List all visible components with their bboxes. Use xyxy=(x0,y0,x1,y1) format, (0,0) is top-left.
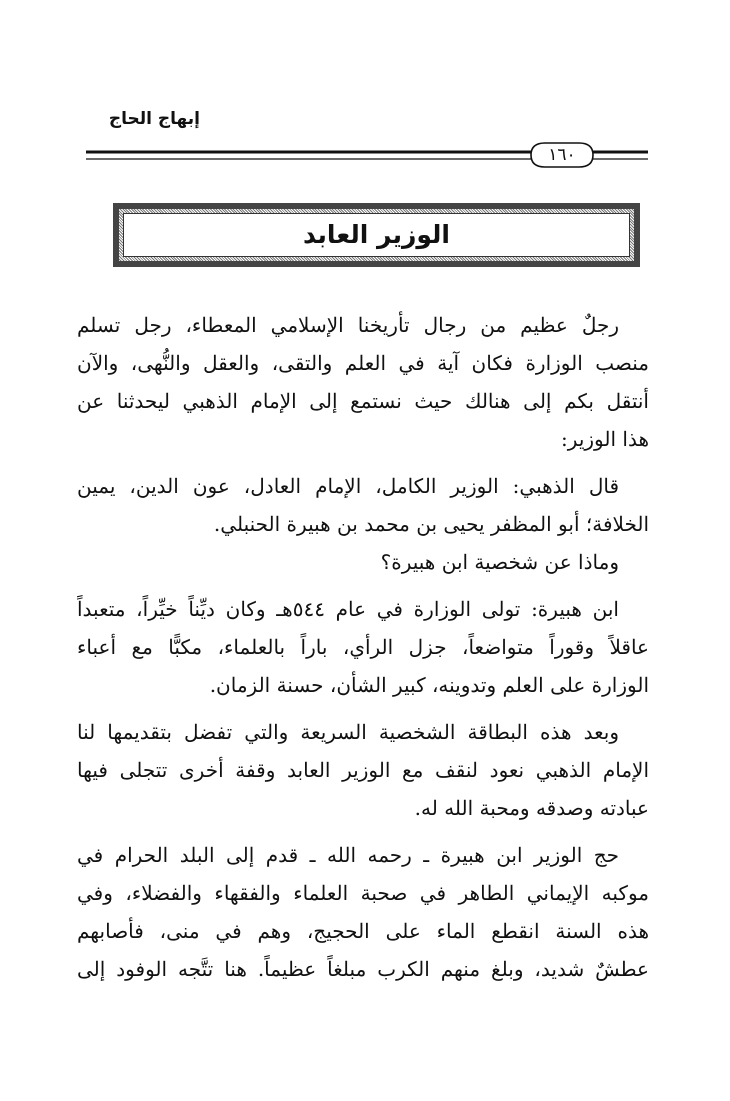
text-line: الخلافة؛ أبو المظفر يحيى بن محمد بن هبيرة الحنبلي. xyxy=(213,512,649,536)
text-line: وماذا عن شخصية ابن هبيرة؟ xyxy=(380,550,619,574)
header-rule xyxy=(0,137,730,173)
text-line: هذه السنة انقطع الماء على الحجيج، وهم في منى، فأصابهم xyxy=(77,919,649,943)
paragraph-hajj xyxy=(77,836,649,988)
running-header-title: إبهاج الحاج xyxy=(108,109,200,129)
body-text xyxy=(77,306,649,1006)
paragraph-card xyxy=(77,713,649,827)
paragraph-dhahabi-quote xyxy=(77,467,649,543)
text-line: هذا الوزير: xyxy=(561,427,649,451)
text-line: قال الذهبي: الوزير الكامل، الإمام العادل، عون الدين، يمين xyxy=(77,474,619,498)
text-line: ابن هبيرة: تولى الوزارة في عام ٥٤٤هـ وكان ديِّناً خيِّراً، متعبداً xyxy=(77,597,619,621)
text-line: عبادته وصدقه ومحبة الله له. xyxy=(414,796,649,820)
text-line: أنتقل بكم إلى هنالك حيث نستمع إلى الإمام الذهبي ليحدثنا عن xyxy=(77,389,649,413)
paragraph-intro xyxy=(77,306,649,458)
text-line: حج الوزير ابن هبيرة ـ رحمه الله ـ قدم إلى البلد الحرام في xyxy=(77,843,619,867)
text-line: منصب الوزارة فكان آية في العلم والتقى، والعقل والنُّهى، والآن xyxy=(77,351,649,375)
page-number: ١٦٠ xyxy=(548,145,576,165)
text-line: رجلٌ عظيم من رجال تأريخنا الإسلامي المعطاء، رجل تسلم xyxy=(77,313,619,337)
section-title: الوزير العابد xyxy=(303,220,450,249)
text-line: موكبه الإيماني الطاهر في صحبة العلماء والفقهاء والفضلاء، وفي xyxy=(77,881,649,905)
section-title-inner xyxy=(123,213,630,257)
paragraph-question xyxy=(77,543,649,581)
text-line: الإمام الذهبي نعود لنقف مع الوزير العابد وقفة أخرى تتجلى فيها xyxy=(77,758,649,782)
paragraph-ibn-hubayra xyxy=(77,590,649,704)
text-line: عاقلاً وقوراً متواضعاً، جزل الرأي، باراً بالعلماء، مكبًّا مع أعباء xyxy=(77,635,649,659)
text-line: وبعد هذه البطاقة الشخصية السريعة والتي تفضل بتقديمها لنا xyxy=(77,720,619,744)
text-line: الوزارة على العلم وتدوينه، كبير الشأن، حسنة الزمان. xyxy=(209,673,649,697)
section-title-frame xyxy=(113,203,640,267)
text-line: عطشٌ شديد، وبلغ منهم الكرب مبلغاً عظيماً. هنا تتَّجه الوفود إلى xyxy=(77,957,649,981)
